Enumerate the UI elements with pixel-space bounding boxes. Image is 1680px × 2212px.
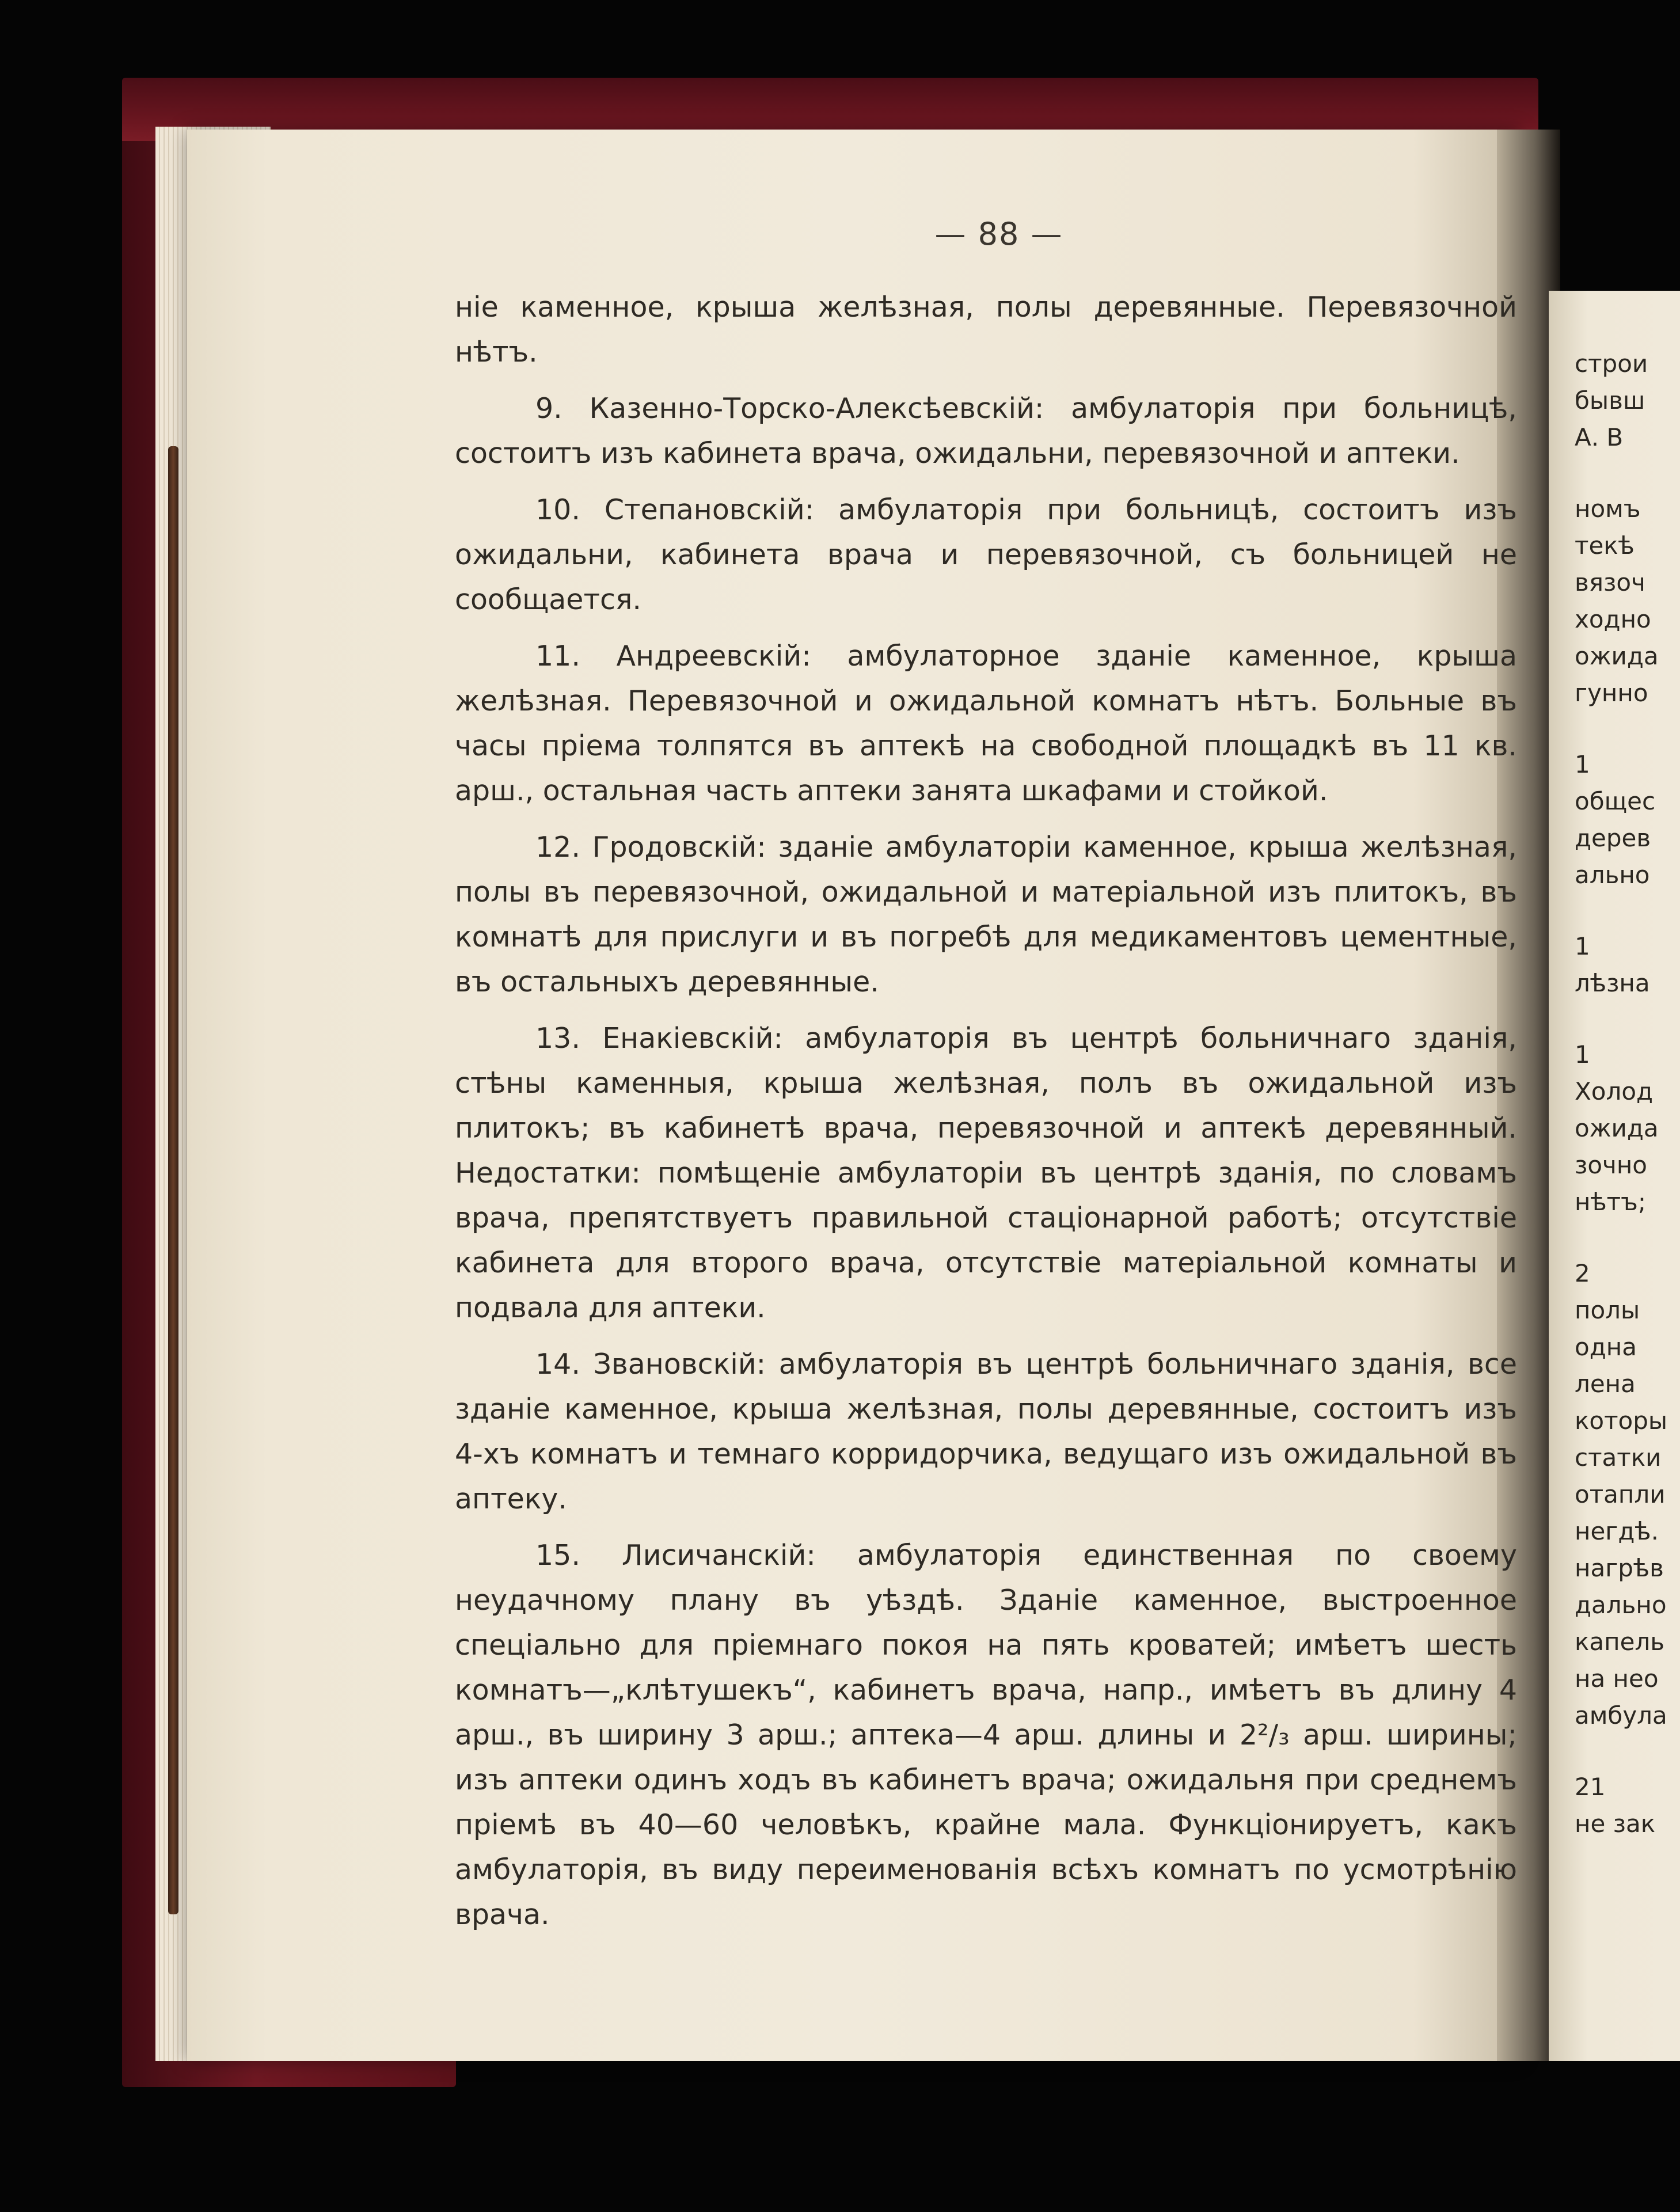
next-page-line: А. В (1575, 423, 1624, 451)
next-page-line: бывш (1575, 386, 1645, 415)
paragraph-item-14: 14. Звановскій: амбулаторія въ центрѣ больничнаго зданія, все зданіе каменное, крыша желѣзная, полы деревянные, состоитъ изъ 4-хъ комнатъ и темнаго корридорчика, ведущаго изъ ожидальной въ аптеку. (455, 1348, 1517, 1515)
paragraph-item-13: 13. Енакіевскій: амбулаторія въ центрѣ больничнаго зданія, стѣны каменныя, крыша желѣзная, полъ въ ожидальной изъ плитокъ; въ кабинетѣ врача, перевязочной и аптекѣ деревянный. Недостатки: помѣщеніе амбулаторіи въ центрѣ зданія, по словамъ врача, препятствуетъ правильной стаціонарной работѣ; отсутствіе кабинета для второго врача, отсутствіе матеріальной комнаты и подвала для аптеки. (455, 1022, 1517, 1324)
next-page-line: 1 (1575, 932, 1590, 960)
next-page-line: Холод (1575, 1077, 1654, 1105)
next-page-line: ожида (1575, 1114, 1659, 1142)
paragraph-item-9: 9. Казенно-Торско-Алексѣевскій: амбулаторія при больницѣ, состоитъ изъ кабинета врача, ожидальни, перевязочной и аптеки. (455, 392, 1517, 470)
next-page-line: дально (1575, 1591, 1667, 1619)
next-page-text-fragments (1575, 345, 1680, 1842)
next-page-line: лѣзна (1575, 969, 1650, 997)
paragraph-item-11: 11. Андреевскій: амбулаторное зданіе каменное, крыша желѣзная. Перевязочной и ожидальной комнатъ нѣтъ. Больные въ часы пріема толпятся въ аптекѣ на свободной площадкѣ въ 11 кв. арш., остальная часть аптеки занята шкафами и стойкой. (455, 640, 1517, 807)
next-page-line: лена (1575, 1370, 1636, 1398)
next-page-line: 1 (1575, 1040, 1590, 1069)
next-page-line: 21 (1575, 1773, 1606, 1801)
next-page-line: ально (1575, 861, 1650, 889)
next-page-line (1575, 456, 1680, 491)
next-page-line: полы (1575, 1296, 1640, 1324)
spine-strip (168, 446, 178, 1914)
next-page-line: нагрѣв (1575, 1554, 1664, 1582)
next-page-line: ходно (1575, 605, 1651, 633)
next-page-line: ожида (1575, 642, 1659, 670)
next-page-line (1575, 1221, 1680, 1255)
next-page-line: 1 (1575, 750, 1590, 778)
paragraph-continuation: ніе каменное, крыша желѣзная, полы деревянные. Перевязочной нѣтъ. (455, 291, 1517, 368)
next-page-line (1575, 1734, 1680, 1769)
next-page-line: статки (1575, 1443, 1662, 1472)
next-page-line: отапли (1575, 1480, 1666, 1508)
next-page-line: дерев (1575, 824, 1651, 852)
next-page-line: текѣ (1575, 531, 1635, 560)
next-page-line: негдѣ. (1575, 1517, 1659, 1545)
next-page-line (1575, 1002, 1680, 1036)
next-page-line (1575, 712, 1680, 746)
next-page-line (1575, 894, 1680, 928)
next-page-line: номъ (1575, 495, 1641, 523)
next-page-line: одна (1575, 1333, 1637, 1361)
next-page-line: общес (1575, 787, 1656, 815)
paragraph-item-12: 12. Гродовскій: зданіе амбулаторіи каменное, крыша желѣзная, полы въ перевязочной, ожидальной и матеріальной изъ плитокъ, въ комнатѣ для прислуги и въ погребѣ для медикаментовъ цементные, въ остальныхъ деревянные. (455, 831, 1517, 998)
page-text-block (455, 285, 1517, 1949)
next-page-line: амбула (1575, 1701, 1667, 1730)
next-page-line: строи (1575, 349, 1648, 378)
next-page-line: которы (1575, 1407, 1668, 1435)
next-page-line: на нео (1575, 1664, 1659, 1693)
page-number: — 88 — (934, 216, 1063, 252)
next-page-line: гунно (1575, 679, 1648, 707)
next-page-line: 2 (1575, 1259, 1590, 1287)
next-page-line: вязоч (1575, 568, 1645, 596)
paragraph-item-10: 10. Степановскій: амбулаторія при больницѣ, состоитъ изъ ожидальни, кабинета врача и перевязочной, съ больницей не сообщается. (455, 493, 1517, 616)
next-page-line: нѣтъ; (1575, 1188, 1646, 1216)
next-page-line: не зак (1575, 1810, 1656, 1838)
next-page-line: зочно (1575, 1151, 1647, 1179)
next-page-line: капель (1575, 1628, 1665, 1656)
paragraph-item-15: 15. Лисичанскій: амбулаторія единственная по своему неудачному плану въ уѣздѣ. Зданіе каменное, выстроенное спеціально для пріемнаго покоя на пять кроватей; имѣетъ шесть комнатъ—„клѣтушекъ“, кабинетъ врача, напр., имѣетъ въ длину 4 арш., въ ширину 3 арш.; аптека—4 арш. длины и 2²/₃ арш. ширины; изъ аптеки одинъ ходъ въ кабинетъ врача; ожидальня при среднемъ пріемѣ въ 40—60 человѣкъ, крайне мала. Функціонируетъ, какъ амбулаторія, въ виду переименованія всѣхъ комнатъ по усмотрѣнію врача. (455, 1539, 1517, 1931)
